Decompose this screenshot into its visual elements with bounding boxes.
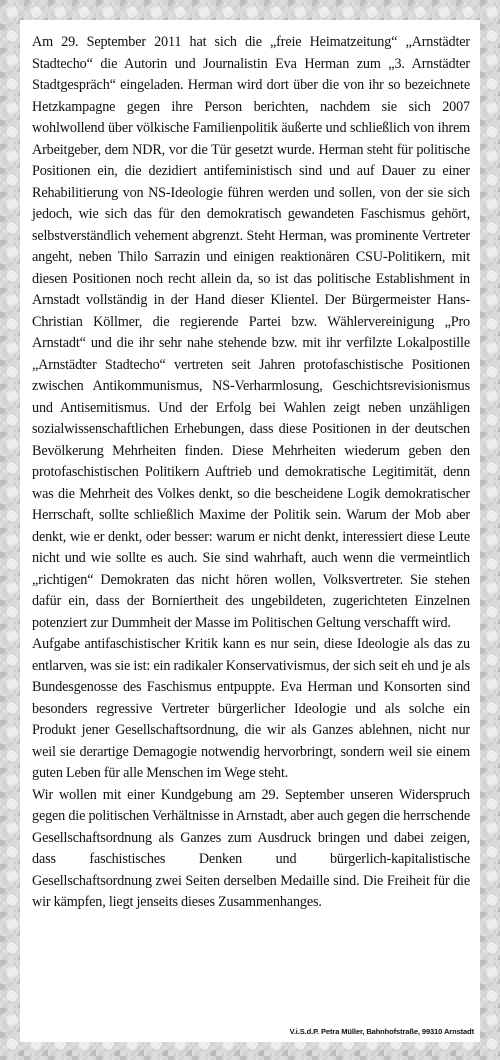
paragraph-intro: Am 29. September 2011 hat sich die „freie Heimatzeitung“ „Arnstädter Stadtecho“ die Autorin und Journalistin Eva Herman zum „3. Arnstädter Stadtgespräch“ eingeladen. Herman wird dort über die von ihr so bezeichnete Hetzkampagne gegen ihre Person berichten, nachdem sie sich 2007 wohlwollend über völkische Familienpolitik äußerte und schließlich von ihrem Arbeitgeber, dem NDR, vor die Tür gesetzt wurde. Herman steht für politische Positionen ein, die dezidiert antifeministisch sind und auf Dauer zu einer Rehabilitierung von NS-Ideologie führen werden und sollen, von der sie sich jedoch, wie sich das für den demokratisch gewandeten Faschismus gehört, selbstverständlich vehement abgrenzt. Steht Herman, was prominente Vertreter angeht, neben Thilo Sarrazin und einigen reaktionären CSU-Politikern, mit diesen Positionen noch recht allein da, so ist das politische Establishment in Arnstadt vollständig in der Hand dieser Klientel. Der Bürgermeister Hans-Christian Köllmer, die regierende Partei bzw. Wählervereinigung „Pro Arnstadt“ und die ihr sehr nahe stehende bzw. mit ihr verfilzte Lokalpostille „Arnstädter Stadtecho“ vertreten seit Jahren protofaschistische Positionen zwischen Antikommunismus, NS-Verharmlosung, Geschichtsrevisionismus und Antisemitismus. Und der Erfolg bei Wahlen zeigt neben unzähligen sozialwissenschaftlichen Erhebungen, dass diese Positionen in der deutschen Bevölkerung Mehrheiten finden. Diese Mehrheiten wiederum geben den protofaschistischen Politikern Auftrieb und demokratische Legitimität, denn was die Mehrheit des Volkes denkt, so die bescheidene Logik demokratischer Herrschaft, sollte schließlich Maxime der Politik sein. Warum der Mob aber denkt, wie er denkt, oder besser: warum er nicht denkt, interessiert diese Leute nicht und wie sollte es auch. Sie sind wahrhaft, auch wenn die vermeintlich „richtigen“ Demokraten das nicht hören wollen, Volksvertreter. Sie stehen dafür ein, dass der Borniertheit des ungebildeten, zugerichteten Einzelnen potenziert zur Dummheit der Masse im Politischen Geltung verschafft wird.: [32, 34, 470, 631]
paragraph-critique: Aufgabe antifaschistischer Kritik kann es nur sein, diese Ideologie als das zu entlarven, was sie ist: ein radikaler Konservativismus, der sich seit eh und je als Bundesgenosse des Faschismus entpuppte. Eva Herman und Konsorten sind besonders regressive Vertreter bürgerlicher Ideologie und als solche ein Produkt jener Gesellschaftsordnung, die wir als Ganzes ablehnen, nicht nur weil sie derartige Demagogie notwendig hervorbringt, sondern weil sie einem guten Leben für alle Menschen im Wege steht.: [32, 636, 470, 781]
flyer-page: [20, 20, 480, 1042]
paragraph-call-to-action: Wir wollen mit einer Kundgebung am 29. September unseren Widerspruch gegen die politischen Verhältnisse in Arnstadt, aber auch gegen die herrschende Gesellschaftsordnung als Ganzes zum Ausdruck bringen und dabei zeigen, dass faschistisches Denken und bürgerlich-kapitalistische Gesellschaftsordnung zwei Seiten derselben Medaille sind. Die Freiheit für die wir kämpfen, liegt jenseits dieses Zusammenhanges.: [32, 786, 470, 910]
flyer-body-text: [32, 32, 470, 914]
imprint-line: V.i.S.d.P. Petra Müller, Bahnhofstraße, 99310 Arnstadt: [289, 1027, 474, 1036]
